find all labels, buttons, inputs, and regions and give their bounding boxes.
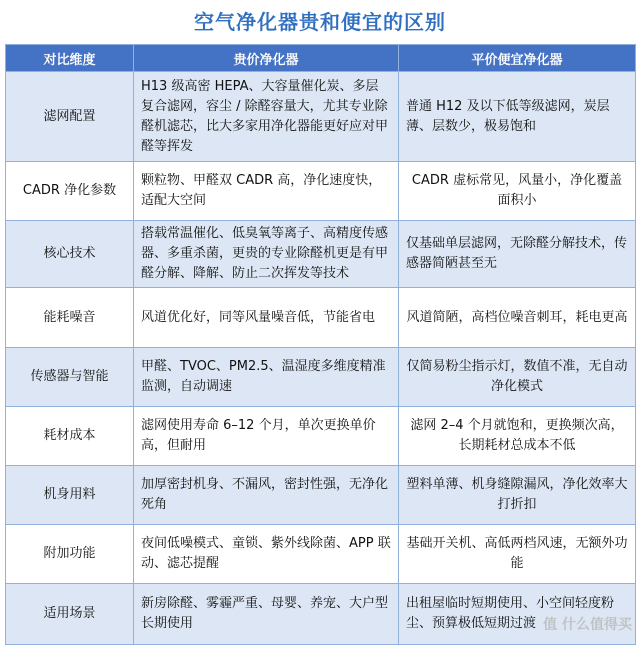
row-pricey: 加厚密封机身、不漏风，密封性强，无净化死角 bbox=[134, 466, 399, 525]
table-header-row bbox=[6, 45, 636, 72]
row-cheap: 出租屋临时短期使用、小空间轻度粉尘、预算极低短期过渡 bbox=[399, 584, 636, 645]
row-cheap: 滤网 2–4 个月就饱和，更换频次高，长期耗材总成本不低 bbox=[399, 407, 636, 466]
row-dimension: 适用场景 bbox=[6, 584, 134, 645]
row-pricey: H13 级高密 HEPA、大容量催化炭、多层复合滤网，容尘 / 除醛容量大，尤其专业除醛机滤芯，比大多家用净化器能更好应对甲醛等挥发 bbox=[134, 72, 399, 162]
header-pricey: 贵价净化器 bbox=[134, 45, 399, 72]
table-row bbox=[6, 162, 636, 221]
row-pricey: 颗粒物、甲醛双 CADR 高，净化速度快，适配大空间 bbox=[134, 162, 399, 221]
row-pricey: 滤网使用寿命 6–12 个月，单次更换单价高，但耐用 bbox=[134, 407, 399, 466]
table-row bbox=[6, 466, 636, 525]
comparison-table bbox=[5, 44, 636, 645]
row-pricey: 搭载常温催化、低臭氧等离子、高精度传感器、多重杀菌，更贵的专业除醛机更是有甲醛分解、降解、防止二次挥发等技术 bbox=[134, 221, 399, 288]
page-title: 空气净化器贵和便宜的区别 bbox=[194, 10, 446, 34]
table-row bbox=[6, 584, 636, 645]
row-dimension: 传感器与智能 bbox=[6, 348, 134, 407]
row-cheap: 风道简陋，高档位噪音刺耳，耗电更高 bbox=[399, 288, 636, 348]
table-row bbox=[6, 288, 636, 348]
row-cheap: 基础开关机、高低两档风速，无额外功能 bbox=[399, 525, 636, 584]
row-cheap: 普通 H12 及以下低等级滤网，炭层薄、层数少，极易饱和 bbox=[399, 72, 636, 162]
header-dimension: 对比维度 bbox=[6, 45, 134, 72]
row-dimension: 核心技术 bbox=[6, 221, 134, 288]
row-cheap: CADR 虚标常见，风量小，净化覆盖面积小 bbox=[399, 162, 636, 221]
table-row bbox=[6, 348, 636, 407]
row-dimension: CADR 净化参数 bbox=[6, 162, 134, 221]
row-pricey: 新房除醛、雾霾严重、母婴、养宠、大户型长期使用 bbox=[134, 584, 399, 645]
row-cheap: 仅简易粉尘指示灯，数值不准，无自动净化模式 bbox=[399, 348, 636, 407]
row-dimension: 滤网配置 bbox=[6, 72, 134, 162]
table-row bbox=[6, 407, 636, 466]
row-cheap: 仅基础单层滤网，无除醛分解技术，传感器简陋甚至无 bbox=[399, 221, 636, 288]
row-pricey: 甲醛、TVOC、PM2.5、温湿度多维度精准监测，自动调速 bbox=[134, 348, 399, 407]
table-row bbox=[6, 221, 636, 288]
row-pricey: 风道优化好，同等风量噪音低，节能省电 bbox=[134, 288, 399, 348]
table-row bbox=[6, 72, 636, 162]
row-dimension: 机身用料 bbox=[6, 466, 134, 525]
row-cheap: 塑料单薄、机身缝隙漏风，净化效率大打折扣 bbox=[399, 466, 636, 525]
row-pricey: 夜间低噪模式、童锁、紫外线除菌、APP 联动、滤芯提醒 bbox=[134, 525, 399, 584]
watermark: 值 什么值得买 bbox=[543, 617, 632, 633]
row-dimension: 能耗噪音 bbox=[6, 288, 134, 348]
table-row bbox=[6, 525, 636, 584]
header-cheap: 平价便宜净化器 bbox=[399, 45, 636, 72]
row-dimension: 附加功能 bbox=[6, 525, 134, 584]
row-dimension: 耗材成本 bbox=[6, 407, 134, 466]
